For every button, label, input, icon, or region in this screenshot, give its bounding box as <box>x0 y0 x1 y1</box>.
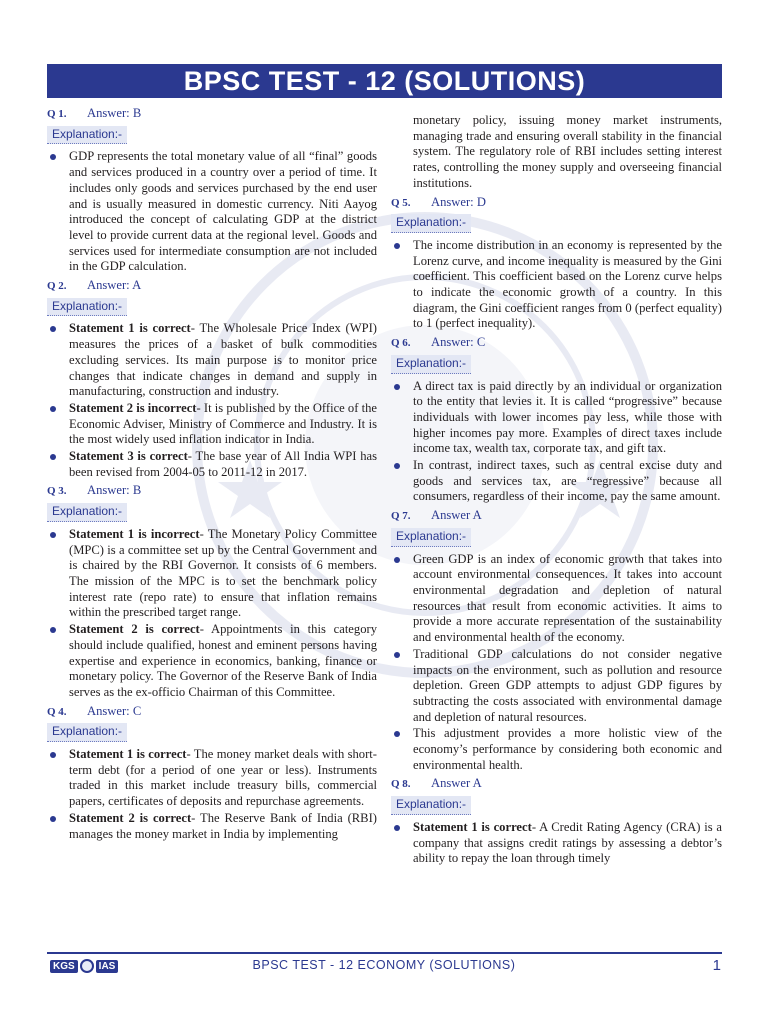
point-text: - The Monetary Policy Committee (MPC) is a committee set up by the Central Government and is chaired by the RBI Governor. It consists of 6 members. The mission of the MPC is to set the benchmark policy interest rate (repo rate) to ensure that inflation remains within the prescribed target range. <box>69 526 377 620</box>
explanation-list <box>47 527 377 701</box>
statement-label: Statement 1 is correct <box>413 819 532 834</box>
question-number: Q 7. <box>391 510 411 523</box>
answer-label: Answer: C <box>431 335 486 350</box>
point-text: - The money market deals with short-term debt (for a period of one year or less). Instruments traded in this market include treasury bills, commercial papers, certificates of deposits and repurchase agreements. <box>69 747 377 809</box>
bullet-icon <box>394 463 400 469</box>
list-item <box>47 622 377 701</box>
list-item <box>47 401 377 448</box>
bullet-icon <box>394 243 400 249</box>
question-number: Q 5. <box>391 196 411 209</box>
statement-label: Statement 2 is correct <box>69 810 192 825</box>
question-header <box>47 106 377 123</box>
bullet-icon <box>50 326 56 332</box>
bullet-icon <box>394 652 400 658</box>
continued-text: monetary policy, issuing money market instruments, managing trade and ensuring overall stability in the financial system. The regulatory role of RBI includes setting interest rates, controlling the money supply and overseeing financial institutions. <box>413 113 722 190</box>
list-item <box>391 458 722 505</box>
explanation-label: Explanation:- <box>391 214 471 233</box>
footer-title: BPSC TEST - 12 ECONOMY (SOLUTIONS) <box>252 958 516 972</box>
explanation-label: Explanation:- <box>47 503 127 522</box>
question-header <box>391 335 722 352</box>
right-column <box>391 113 722 870</box>
list-item <box>391 726 722 773</box>
explanation-list <box>47 149 377 275</box>
point-text: - The base year of All India WPI has been revised from 2004-05 to 2011-12 in 2017. <box>69 449 377 479</box>
explanation-list <box>391 820 722 867</box>
statement-label: Statement 1 is incorrect <box>69 526 200 541</box>
explanation-list <box>391 379 722 506</box>
question-number: Q 3. <box>47 485 67 498</box>
question-header <box>391 508 722 525</box>
explanation-label: Explanation:- <box>47 298 127 317</box>
question-number: Q 1. <box>47 108 67 120</box>
bullet-icon <box>50 627 56 633</box>
answer-label: Answer: D <box>431 194 486 209</box>
left-column <box>47 104 377 845</box>
point-text: - The Reserve Bank of India (RBI) manages the money market in India by implementing <box>69 810 377 841</box>
bullet-icon <box>50 816 56 822</box>
bullet-icon <box>50 752 56 758</box>
question-number: Q 8. <box>391 778 411 791</box>
logo-text-right: IAS <box>96 960 119 973</box>
answer-label: Answer A <box>431 508 482 523</box>
list-item <box>391 647 722 726</box>
logo-text-left: KGS <box>50 960 78 973</box>
list-item <box>391 379 722 458</box>
explanation-list <box>47 321 377 480</box>
statement-label: Statement 3 is correct <box>69 449 188 464</box>
list-item <box>391 820 722 867</box>
point-text: - The Wholesale Price Index (WPI) measures the prices of a basket of bulk commodities excluding services. Its main purpose is to monitor price changes that indicate changes in demand and supply in manufacturing, construction and industry. <box>69 321 377 399</box>
point-text: In contrast, indirect taxes, such as central excise duty and goods and services tax, are “regressive” because all consumers, regardless of their income, pay the same amount. <box>413 458 722 504</box>
list-item <box>47 527 377 621</box>
page-number: 1 <box>712 957 721 974</box>
explanation-list <box>391 238 722 332</box>
point-text: A direct tax is paid directly by an individual or organization to the entity that levies it. It is called “progressive” because individuals with lower incomes pay less, while those with higher incomes pay more. Examples of direct taxes include income tax, wealth tax, corporate tax, and gift tax. <box>413 378 722 456</box>
list-item <box>391 238 722 332</box>
statement-label: Statement 1 is correct <box>69 747 187 762</box>
bullet-icon <box>50 154 56 160</box>
explanation-label: Explanation:- <box>391 355 471 374</box>
bullet-icon <box>50 454 56 460</box>
point-text: - Appointments in this category should include qualified, honest and eminent persons having expertise and experience in economics, banking, finance or monetary policy. The Governor of the Reserve Bank of India serves as the ex-officio Chairman of this Committee. <box>69 622 377 699</box>
question-header <box>47 483 377 500</box>
answer-label: Answer: B <box>87 483 142 498</box>
footer-divider <box>47 952 722 954</box>
bullet-icon <box>50 532 56 538</box>
explanation-label: Explanation:- <box>391 528 471 547</box>
question-number: Q 6. <box>391 337 411 350</box>
answer-label: Answer: A <box>87 278 142 293</box>
page-title-banner: BPSC TEST - 12 (SOLUTIONS) <box>47 64 722 98</box>
bullet-icon <box>394 731 400 737</box>
question-header <box>47 704 377 721</box>
explanation-list <box>47 747 377 842</box>
point-text: GDP represents the total monetary value of all “final” goods and services produced in a country over a period of time. It includes only goods and services purchased by the end user and is usually measured in domestic currency. Niti Aayog introduced the concept of calculating GDP at the district level to provide current data at the regional level. Goods and services used for intermediate consumption are not included in the GDP calculation. <box>69 149 377 274</box>
point-text: Traditional GDP calculations do not consider negative impacts on the environment, such as pollution and resource depletion. Green GDP attempts to adjust GDP figures by subtracting the costs associated with environmental damage and depletion of natural resources. <box>413 646 722 724</box>
question-header <box>47 278 377 295</box>
point-text: This adjustment provides a more holistic view of the economy’s performance by considering both economic and environmental health. <box>413 726 722 772</box>
point-text: Green GDP is an index of economic growth that takes into account environmental consequences. It takes into account environmental degradation and depletion of natural resources that result from economic activities. It aims to provide a more accurate representation of the sustainability and environmental health of the economy. <box>413 551 722 645</box>
answer-label: Answer: C <box>87 703 142 718</box>
point-text: The income distribution in an economy is represented by the Lorenz curve, and income inequality is measured by the Gini coefficient. This coefficient based on the Lorenz curve helps to indicate the economic growth of a country. In this diagram, the Gini coefficient ranges from 0 (perfect equality) to 1 (perfect inequality). <box>413 237 722 331</box>
list-item <box>47 149 377 275</box>
explanation-label: Explanation:- <box>47 126 127 145</box>
statement-label: Statement 1 is correct <box>69 321 191 336</box>
bullet-icon <box>394 384 400 390</box>
statement-label: Statement 2 is correct <box>69 622 200 637</box>
question-header <box>391 195 722 212</box>
answer-label: Answer A <box>431 776 482 791</box>
explanation-label: Explanation:- <box>47 723 127 742</box>
question-header <box>391 776 722 793</box>
bullet-icon <box>394 825 400 831</box>
answer-label: Answer: B <box>87 106 142 120</box>
explanation-list <box>391 552 722 774</box>
question-number: Q 2. <box>47 280 67 293</box>
list-item <box>391 552 722 646</box>
list-item <box>47 747 377 810</box>
question-number: Q 4. <box>47 705 67 718</box>
bullet-icon <box>50 406 56 412</box>
list-item <box>47 321 377 400</box>
list-item <box>47 811 377 842</box>
point-text: - It is published by the Office of the Economic Adviser, Ministry of Commerce and Industry. It is the most widely used inflation indicator in India. <box>69 400 377 447</box>
statement-label: Statement 2 is incorrect <box>69 400 197 415</box>
explanation-label: Explanation:- <box>391 796 471 815</box>
point-text: - A Credit Rating Agency (CRA) is a company that assigns credit ratings by assessing a debtor’s ability to repay the loan through timely <box>413 819 722 866</box>
bullet-icon <box>394 557 400 563</box>
list-item <box>47 449 377 480</box>
